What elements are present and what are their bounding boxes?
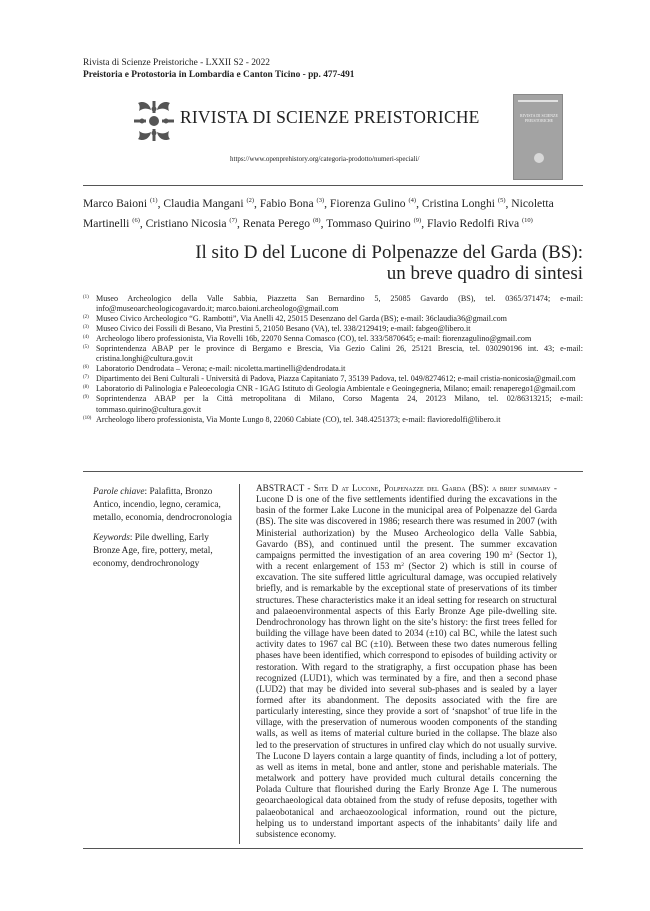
author-affiliation-number: (10) (522, 216, 533, 224)
author-separator: , (139, 216, 146, 230)
affiliation-text: Soprintendenza ABAP per le province di Bergamo e Brescia, Via Gezio Calini 26, 25121 Brescia, tel. 030290196 int. 43; e-mail: cristina.longhi@cultura.gov.it (96, 344, 583, 364)
affiliation-text: Museo Archeologico della Valle Sabbia, Piazzetta San Bernardino 5, 25085 Gavardo (BS), tel. 0365/371474; e-mail: info@museoarcheologicogavardo.it; marco.baioni.archeologo@gmail.com (96, 294, 583, 314)
affiliation-item (83, 344, 583, 364)
affiliation-number: (1) (83, 295, 89, 300)
abstract-text-3: (Sector 2) which is still in course of excavation. The site suffered little agricultural damage, was occupied relatively briefly, and is remarkable by the exceptional state of preservations of its timber structures. These characteristics make it an ideal setting for research on structural and palaeoenvironmental aspects of this Early Bronze Age pile-dwelling site. Dendrochronology has thrown light on the site’s history: the first trees felled for building the village have been dated to 2034 (±10) cal BC, while the latest such activity dates to 1967 cal BC (±10). Between these two dates numerous felling phases have been identified, which correspond to episodes of building activity or restoration. With regard to the stratigraphy, a first occupation phase has been recognized (LUD1), which was terminated by a fire, and then a second phase (LUD2) that may be divided into several sub-phases and is sealed by a layer formed after its abandonment. The deposits associated with the fire are particularly interesting, since they provide a sort of ‘snapshot’ of true life in the village, with the preservation of numerous wooden components of the standing walls, as well as items of material culture buried in the collapse. The blaze also led to the preservation of structures in unfired clay which do not usually survive. The Lucone D layers contain a large quantity of finds, including a lot of pottery, as well as items in metal, bone and antler, stone and perishable materials. The metalwork and pottery have provided much cultural details concerning the Polada Culture that flourished during the Early Bronze Age I. The numerous geoarchaeological data obtained from the study of refuse deposits, together with palaeobotanical and archaeozoological information, round out the picture, helping us to understand important aspects of the inhabitants’ daily life and subsistence economy. (256, 562, 557, 840)
affiliation-text: Archeologo libero professionista, Via Rovelli 16b, 22070 Senna Comasco (CO), tel. 333/5870645; e-mail: fiorenzagulino@gmail.com (96, 334, 532, 344)
author-separator: , (505, 197, 512, 210)
keywords-italian (93, 486, 233, 526)
author-affiliation-number: (9) (413, 216, 422, 224)
author-list (83, 193, 583, 232)
author-affiliation-number: (5) (497, 197, 506, 204)
affiliation-item (83, 324, 583, 334)
journal-issue-line: Rivista di Scienze Preistoriche - LXXII S2 - 2022 (83, 58, 270, 68)
journal-cover-thumbnail (513, 94, 563, 180)
affiliation-item (83, 334, 583, 344)
author-separator: , (324, 197, 330, 210)
author-name: Nicoletta Martinelli (83, 197, 554, 230)
author-name: Cristina Longhi (421, 197, 495, 210)
author-affiliation-number: (4) (408, 197, 417, 204)
author-name: Flavio Redolfi Riva (427, 216, 520, 230)
journal-name: RIVISTA DI SCIENZE PREISTORICHE (180, 107, 480, 127)
affiliation-number: (10) (83, 415, 92, 421)
keywords-panel (93, 486, 233, 577)
author-affiliation-number: (2) (246, 197, 255, 204)
affiliation-number: (2) (83, 315, 89, 321)
affiliation-number: (9) (83, 395, 89, 401)
keywords-english-text: : Pile dwelling, Early Bronze Age, fire, pottery, metal, economy, dendrochronology (93, 532, 213, 570)
abstract-sup-2: 2 (401, 562, 404, 569)
author-name: Renata Perego (242, 216, 311, 230)
author-separator: , (254, 197, 260, 210)
keywords-english-label: Keywords (93, 532, 130, 543)
affiliation-list (83, 294, 583, 425)
abstract-text-1: - Lucone D is one of the five settlements identified during the excavations in the basin of the former Lake Lucone in the municipal area of Polpenazze del Garda (BS). The site was discovered in 1986; research there was resumed in 2007 (with Ministerial authorization) by the Museo Archeologico della Valle Sabbia, Gavardo (BS), and continued until the present. The summer excavation campaigns permitted the investigation of an area covering 190 m (256, 484, 557, 561)
author-name: Claudia Mangani (163, 197, 244, 210)
author (422, 197, 511, 210)
affiliation-item (83, 394, 583, 414)
author-name: Fiorenza Gulino (329, 197, 406, 210)
article-title (195, 242, 583, 284)
affiliation-item (83, 314, 583, 324)
column-divider (239, 484, 240, 844)
author-name: Fabio Bona (259, 197, 314, 210)
author-affiliation-number: (7) (229, 216, 237, 224)
journal-url[interactable]: https://www.openprehistory.org/categoria-prodotto/numeri-speciali/ (230, 155, 420, 163)
keywords-italian-label: Parole chiave (93, 487, 145, 497)
affiliation-number: (6) (83, 365, 89, 371)
author (427, 217, 533, 230)
abstract-heading: ABSTRACT - Site D at Lucone, Polpenazze del Garda (BS): a brief summary (256, 484, 551, 494)
author-name: Marco Baioni (83, 197, 148, 210)
author-separator: , (421, 216, 427, 230)
affiliation-number: (8) (83, 385, 89, 391)
author-name: Cristiano Nicosia (145, 216, 227, 230)
header-divider (83, 185, 583, 186)
affiliation-text: Museo Civico dei Fossili di Besano, Via Prestini 5, 21050 Besano (VA), tel. 338/2129419; e-mail: fabgeo@libero.it (96, 324, 471, 334)
author-affiliation-number: (6) (132, 216, 140, 224)
affiliation-item (83, 374, 583, 384)
author (163, 197, 259, 210)
cover-emblem-icon (534, 153, 544, 163)
abstract (256, 484, 557, 841)
author-affiliation-number: (1) (149, 197, 158, 204)
affiliation-number: (5) (83, 345, 89, 351)
journal-logo-icon (130, 97, 178, 145)
affiliation-item (83, 364, 583, 374)
abstract-text-2: (Sector 1), with a recent enlargement of 153 m (256, 550, 558, 573)
keywords-english (93, 532, 233, 572)
author (146, 217, 243, 230)
cover-title: RIVISTA DI SCIENZE PREISTORICHE (520, 113, 558, 123)
affiliation-number: (4) (83, 335, 89, 341)
author-name: Tommaso Quirino (326, 216, 411, 230)
journal-section-line: Preistoria e Protostoria in Lombardia e Canton Ticino - pp. 477-491 (83, 70, 355, 80)
author-affiliation-number: (8) (312, 216, 321, 224)
abstract-sup-1: 2 (509, 550, 513, 557)
author-separator: , (416, 197, 422, 210)
affiliation-text: Soprintendenza ABAP per la Città metropolitana di Milano, Corso Magenta 24, 20123 Milano, tel. 02/86313215; e-mail: tommaso.quirino@cultura.gov.it (96, 394, 583, 414)
article-title-line-2: un breve quadro di sintesi (386, 263, 583, 284)
footer-divider (83, 848, 583, 849)
author-separator: , (237, 216, 243, 230)
affiliation-number: (7) (83, 375, 89, 381)
author (260, 197, 330, 210)
affiliation-text: Museo Civico Archeologico “G. Rambotti”, Via Anelli 42, 25015 Desenzano del Garda (BS); e-mail: 36claudia36@gmail.com (96, 314, 507, 324)
affiliation-text: Dipartimento dei Beni Culturali - Università di Padova, Piazza Capitaniato 7, 35139 Padova, tel. 049/8274612; e-mail cristia-nonicosia@gmail.com (96, 374, 576, 384)
keywords-italian-text: : Palafitta, Bronzo Antico, incendio, legno, ceramica, metallo, economia, dendrocronologia (93, 487, 232, 524)
author (326, 217, 427, 230)
article-title-line-1: Il sito D del Lucone di Polpenazze del Garda (BS): (195, 242, 583, 263)
author-separator: , (157, 197, 164, 210)
affiliation-text: Archeologo libero professionista, Via Monte Lungo 8, 22060 Cabiate (CO), tel. 348.4251373; e-mail: flavioredolfi@libero.it (96, 414, 501, 424)
author (330, 197, 422, 210)
affiliation-number: (3) (83, 325, 89, 331)
author-separator: , (320, 216, 327, 230)
affiliation-text: Laboratorio di Palinologia e Paleoecologia CNR - IGAG Istituto di Geologia Ambientale e Geoingegneria, Milano; email: renaperego1@gmail.com (96, 384, 576, 394)
affiliation-item (83, 415, 583, 425)
affiliation-divider (83, 471, 583, 472)
affiliation-text: Laboratorio Dendrodata – Verona; e-mail: nicoletta.martinelli@dendrodata.it (96, 364, 346, 374)
affiliation-item (83, 384, 583, 394)
affiliation-item (83, 294, 583, 314)
author (83, 197, 163, 210)
author (243, 217, 326, 230)
author-affiliation-number: (3) (316, 197, 325, 204)
